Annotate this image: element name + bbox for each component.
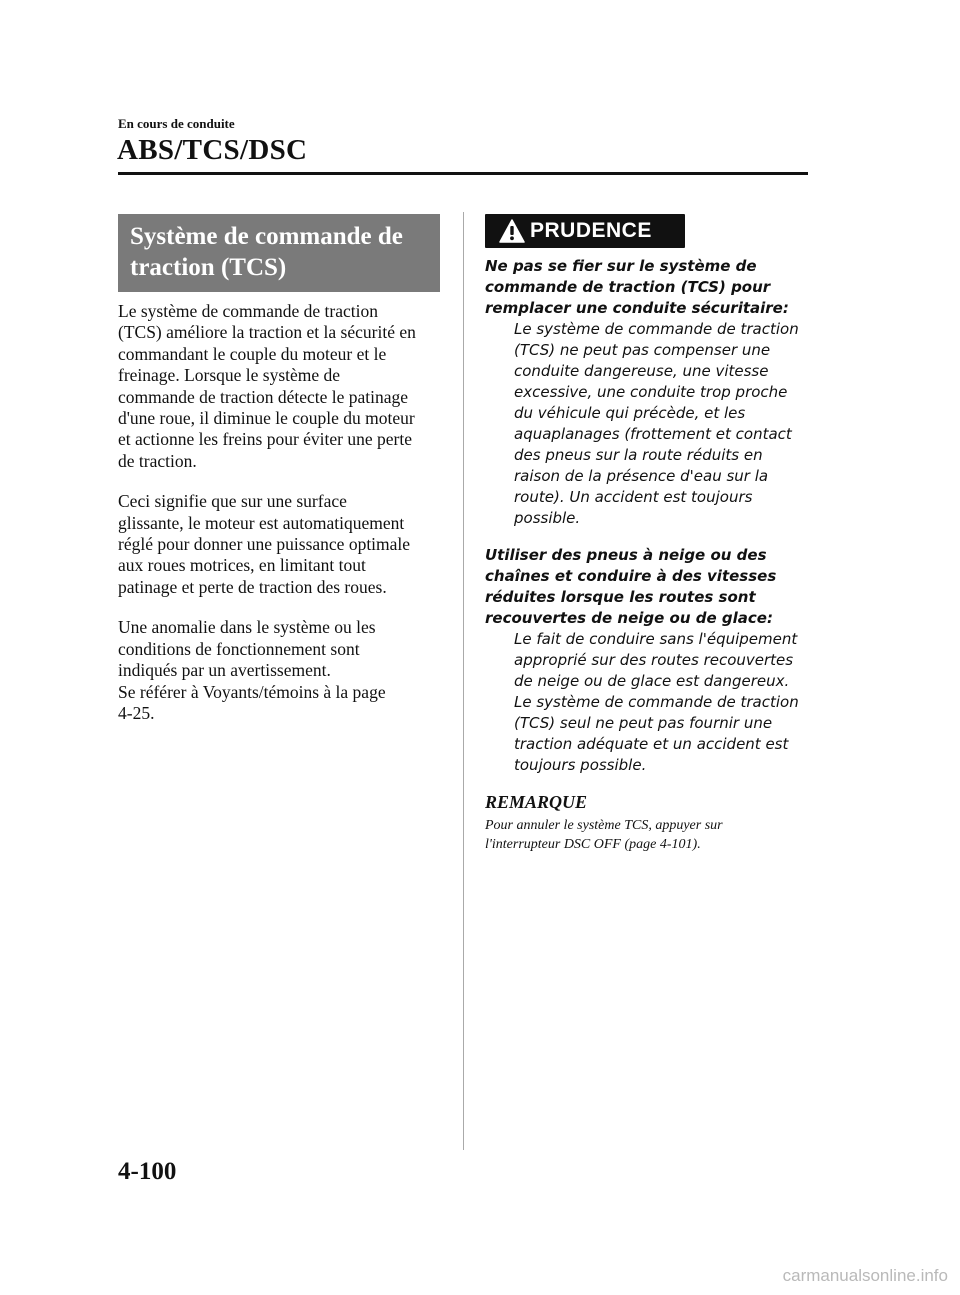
text-line: raison de la présence d'eau sur la [514, 467, 769, 485]
text-line: Pour annuler le système TCS, appuyer sur [485, 818, 723, 833]
text-line: approprié sur des routes recouvertes [514, 651, 794, 669]
text-line: de neige ou de glace est dangereux. [514, 672, 790, 690]
text-line: commande de traction détecte le patinage [118, 386, 409, 407]
warning-body [514, 319, 810, 529]
text-line: des pneus sur la route réduits en [514, 446, 763, 464]
section-heading [118, 214, 440, 292]
caution-label: PRUDENCE [530, 219, 652, 242]
text-line: indiqués par un avertissement. [118, 660, 331, 681]
warning-icon [499, 219, 525, 243]
note-title: REMARQUE [485, 792, 588, 812]
left-column [118, 214, 440, 743]
text-line: réglé pour donner une puissance optimale [118, 534, 411, 555]
text-line: remplacer une conduite sécuritaire: [485, 299, 789, 317]
text-line: excessive, une conduite trop proche [514, 383, 788, 401]
text-line: (TCS) ne peut pas compenser une [514, 341, 771, 359]
text-line: Ceci signifie que sur une surface [118, 491, 347, 512]
warning-heading [485, 256, 810, 319]
text-line: glissante, le moteur est automatiquement [118, 512, 405, 533]
text-line: de traction. [118, 450, 197, 471]
text-line: Se référer à Voyants/témoins à la page [118, 681, 386, 702]
text-line: chaînes et conduire à des vitesses [485, 567, 777, 585]
text-line: recouvertes de neige ou de glace: [485, 609, 773, 627]
text-line: Le fait de conduire sans l'équipement [514, 630, 798, 648]
text-line: freinage. Lorsque le système de [118, 365, 341, 386]
text-line: l'interrupteur DSC OFF (page 4-101). [485, 837, 701, 852]
text-line: patinage et perte de traction des roues. [118, 576, 387, 597]
text-line: Le système de commande de traction [514, 320, 799, 338]
watermark: carmanualsonline.info [782, 1266, 948, 1285]
text-line: route). Un accident est toujours [514, 488, 753, 506]
caution-badge [485, 214, 685, 248]
section-heading-line: traction (TCS) [130, 254, 287, 281]
text-line: du véhicule qui précède, et les [514, 404, 746, 422]
right-column [485, 214, 810, 854]
body-text [118, 301, 440, 724]
text-line: conditions de fonctionnement sont [118, 638, 360, 659]
text-line: commandant le couple du moteur et le [118, 343, 387, 364]
text-line: et actionne les freins pour éviter une perte [118, 429, 412, 450]
text-line: Utiliser des pneus à neige ou des [485, 546, 767, 564]
text-line: Le système de commande de traction [118, 301, 378, 321]
text-line: (TCS) seul ne peut pas fournir une [514, 714, 773, 732]
section-heading-line: Système de commande de [130, 223, 403, 250]
text-line: possible. [514, 509, 581, 527]
header-rule [118, 172, 808, 175]
text-line: (TCS) améliore la traction et la sécurité en [118, 322, 416, 343]
text-line: toujours possible. [514, 756, 647, 774]
warning-item [485, 256, 810, 529]
text-line: réduites lorsque les routes sont [485, 588, 756, 606]
text-line: d'une roue, il diminue le couple du moteur [118, 408, 415, 429]
text-line: Le système de commande de traction [514, 693, 799, 711]
warning-item [485, 545, 810, 776]
text-line: Ne pas se fier sur le système de [485, 257, 757, 275]
warning-body [514, 629, 810, 776]
text-line: 4-25. [118, 702, 155, 723]
section-label: En cours de conduite [118, 116, 235, 131]
warnings [485, 256, 810, 776]
text-line: aquaplanages (frottement et contact [514, 425, 792, 443]
paragraph [118, 617, 440, 724]
text-line: conduite dangereuse, une vitesse [514, 362, 769, 380]
paragraph [118, 491, 440, 598]
text-line: traction adéquate et un accident est [514, 735, 789, 753]
text-line: Une anomalie dans le système ou les [118, 617, 376, 638]
text-line: aux roues motrices, en limitant tout [118, 555, 366, 576]
paragraph [118, 301, 440, 472]
note-text [485, 816, 810, 854]
chapter-title: ABS/TCS/DSC [117, 134, 308, 166]
page-number: 4-100 [118, 1158, 177, 1185]
text-line: commande de traction (TCS) pour [485, 278, 771, 296]
column-divider [463, 212, 464, 1150]
warning-heading [485, 545, 810, 629]
